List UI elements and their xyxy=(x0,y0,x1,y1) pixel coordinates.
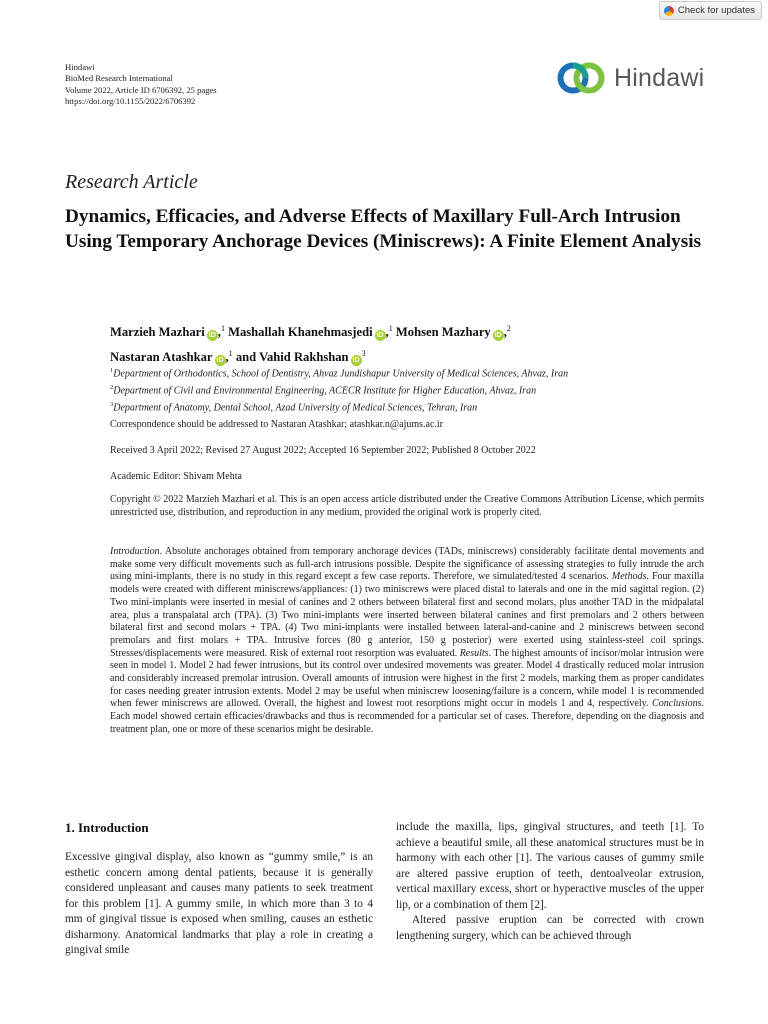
author-name: Marzieh Mazhari xyxy=(110,325,205,340)
abstract-intro-label: Introduction xyxy=(110,546,160,557)
author-list: Marzieh Mazhari iD ,$^1$ Mashallah Khanehmasjedi iD ,$^1$ Mohsen Mazhary iD ,$^2$ Nastaran Atashkar iD ,$^1$ and Vahid Rakhshan $iD^3$ xyxy=(110,324,511,365)
affil-text: Department of Civil and Environmental Engineering, ACECR Institute for Higher Education, Ahvaz, Iran xyxy=(113,385,537,397)
affil-sup: 1 xyxy=(110,367,114,374)
abstract-conclusions: . Each model showed certain efficacies/drawbacks and thus is recommended for a particular set of cases. Therefore, depending on the diagnosis and treatment plan, one or more of these scenarios might be desirable. xyxy=(110,698,704,735)
author-affil-sup: 1 xyxy=(228,349,233,359)
journal-name: BioMed Research International xyxy=(65,73,173,84)
abstract-methods-label: Methods xyxy=(611,571,647,583)
affiliation-list xyxy=(110,364,568,415)
orcid-icon[interactable]: iD xyxy=(376,332,384,340)
article-meta xyxy=(65,62,217,108)
affiliation xyxy=(110,364,568,381)
abstract-intro: . Absolute anchorages obtained from temporary anchorage devices (TADs, miniscrews) considerably facilitate dental movements and make some very difficult movements such as full-arch intrusions possible. Despite the significance of assessing strategies to fully intrude the arch using mini-implants, there is no study in this regard except a few case reports. Therefore, we simulated/tested 4 scenarios. xyxy=(110,546,704,583)
author-affil-sup: 1 xyxy=(220,324,225,333)
section-heading: 1. Introduction xyxy=(65,820,149,835)
author-affil-sup: 2 xyxy=(506,324,511,333)
hindawi-logo-icon xyxy=(556,60,608,96)
body-column-right xyxy=(396,820,704,944)
author-name: Nastaran Atashkar xyxy=(110,350,213,365)
orcid-icon[interactable]: iD xyxy=(208,332,216,340)
author-name: Mashallah Khanehmasjedi xyxy=(228,325,373,340)
copyright-notice: Copyright © 2022 Marzieh Mazhari et al. This is an open access article distributed under the Creative Commons Attribution License, which permits unrestricted use, distribution, and reproduction in any medium, provided the original work is properly cited. xyxy=(110,494,704,518)
author-name: Vahid Rakhshan xyxy=(259,350,349,365)
body-paragraph: Altered passive eruption can be corrected with crown lengthening surgery, which can be achieved through xyxy=(396,914,704,942)
affil-sup: 2 xyxy=(110,383,114,391)
hindawi-logo xyxy=(556,60,704,96)
affiliation xyxy=(110,398,568,415)
author-affil-sup: 3 xyxy=(361,349,366,359)
author-name: Mohsen Mazhary xyxy=(395,325,491,340)
volume-info: Volume 2022, Article ID 6706392, 25 pages xyxy=(65,84,217,95)
affiliation xyxy=(110,381,568,398)
author-conjunction: and xyxy=(235,350,257,365)
affil-sup: 3 xyxy=(110,400,114,408)
paper-title: Dynamics, Efficacies, and Adverse Effects of Maxillary Full-Arch Intrusion Using Temporary Anchorage Devices (Miniscrews): A Finite Element Analysis xyxy=(65,206,701,252)
body-paragraph: Excessive gingival display, also known as “gummy smile,” is an esthetic concern among dental patients, because it is generally considered unpleasant and causes many patients to seek treatment for this problem [1]. A gummy smile, in which more than 3 to 4 mm of gingival tissue is exposed when smiling, causes an esthetic disharmony. Anatomical landmarks that play a role in creating a gingival smile xyxy=(65,851,373,956)
check-for-updates-label: Check for updates xyxy=(677,5,755,16)
abstract-results-label: Results xyxy=(459,647,489,659)
body-paragraph: include the maxilla, lips, gingival structures, and teeth [1]. To achieve a beautiful smile, all these anatomical structures must be in harmony with each other [1]. The various causes of gummy smile are altered passive eruption of teeth, dentoalveolar extrusion, vertical maxillary excess, short or hyperactive muscles of the upper lip, or a combination of them [2]. xyxy=(396,821,704,911)
publisher-name: Hindawi xyxy=(65,62,95,72)
body-column-left xyxy=(65,820,373,959)
affil-text: Department of Orthodontics, School of Dentistry, Ahvaz Jundishapur University of Medical Sciences, Ahvaz, Iran xyxy=(113,368,569,380)
abstract-results: . The highest amounts of incisor/molar intrusion were seen in model 1. Model 2 had fewer intrusions, but its control over undesired movements was greater. Model 4 drastically reduced molar intrusion and considerably increased premolar intrusion. Overall amounts of intrusion were highest in the first 2 models, marking them as proper candidates for cases needing greater intrusion extents. Model 2 may be useful when miniscrew loosening/failure is a concern, while model 1 is recommended when fewer miniscrews are allowed. Overall, the highest and lowest root resorptions might occur in models 1 and 4, respectively. xyxy=(110,647,704,710)
article-dates: Received 3 April 2022; Revised 27 August 2022; Accepted 16 September 2022; Published 8 October 2022 xyxy=(110,445,536,456)
author-affil-sup: 1 xyxy=(388,324,393,333)
affil-text: Department of Anatomy, Dental School, Azad University of Medical Sciences, Tehran, Iran xyxy=(113,402,478,414)
crossmark-icon xyxy=(664,6,674,16)
correspondence: Correspondence should be addressed to Nastaran Atashkar; atashkar.n@ajums.ac.ir xyxy=(110,419,443,430)
orcid-icon[interactable]: iD xyxy=(216,357,224,365)
hindawi-logo-text: Hindawi xyxy=(614,63,705,92)
orcid-icon[interactable]: iD xyxy=(352,357,360,365)
abstract-conclusions-label: Conclusions xyxy=(652,698,702,710)
article-type: Research Article xyxy=(65,171,198,193)
academic-editor: Academic Editor: Shivam Mehta xyxy=(110,471,242,482)
doi-link[interactable]: https://doi.org/10.1155/2022/6706392 xyxy=(65,96,196,107)
abstract-methods: . Four maxilla models were created with different miniscrews/appliances: (1) two miniscrews were placed distal to laterals and one in the mid sagittal region. (2) Two mini-implants were inserted in mesial of canines and 2 others between bilateral first and second molars, plus another TAD in the midpalatal area, plus a transpalatal arch (TPA). (3) Two mini-implants were inserted between bilateral canines and first premolars and 2 others between bilateral first and second molars + TPA. (4) Two mini-implants were installed between lateral-and-canine and 2 miniscrews between second premolars and first molars + TPA. Intrusive forces (80 g anterior, 150 g posterior) were exerted using stainless-steel coil springs. Stresses/displacements were measured. Risk of external root resorption was evaluated. xyxy=(110,571,704,659)
orcid-icon[interactable]: iD xyxy=(494,332,502,340)
abstract xyxy=(110,546,704,737)
check-for-updates-button[interactable] xyxy=(659,1,762,20)
